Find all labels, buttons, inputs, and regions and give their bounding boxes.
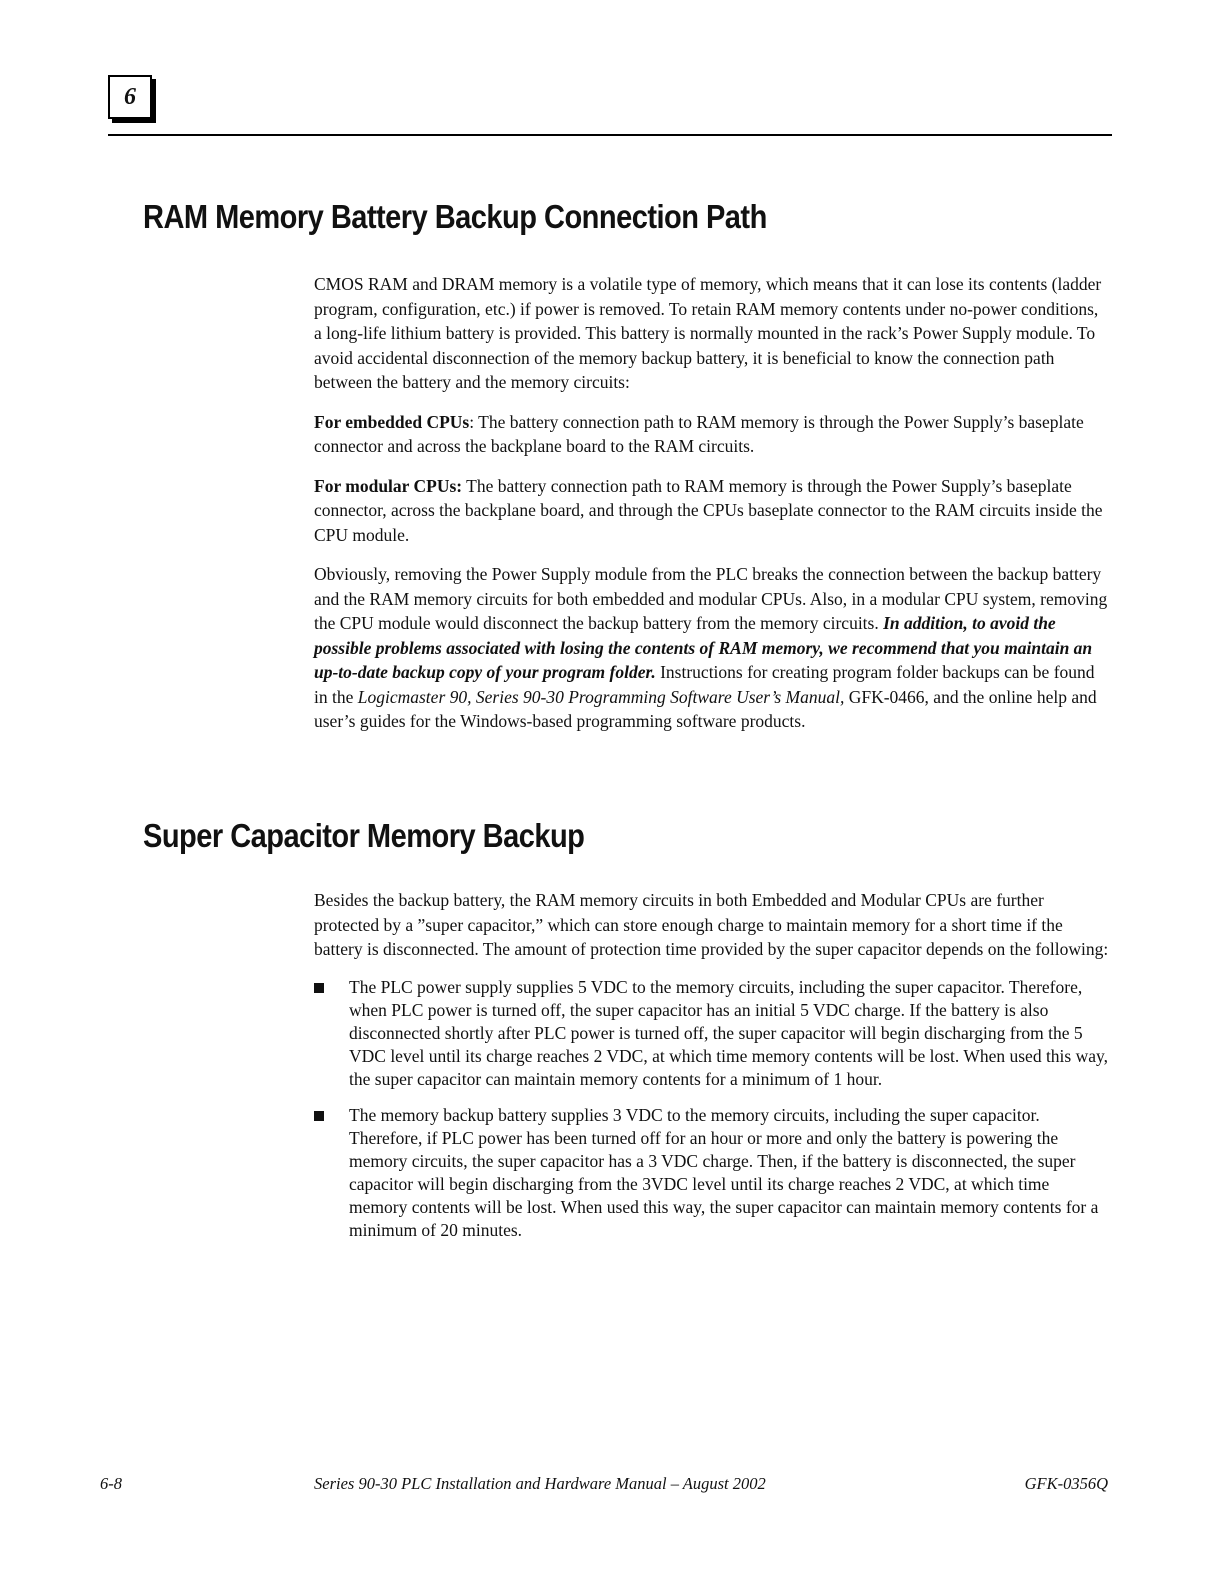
instructions-text: Instructions for creating program folder backups can be found in the (314, 662, 1095, 707)
chapter-number: 6 (124, 83, 136, 110)
section-ram-battery-body (314, 272, 1110, 749)
footer-doc-code: GFK-0356Q (1024, 1474, 1108, 1493)
list-item-text: The memory backup battery supplies 3 VDC to the memory circuits, including the super capacitor. Therefore, if PLC power has been turned off for an hour or more and only the battery is powering the memory circuits, the super capacitor has a 3 VDC charge. Then, if the battery is disconnected, the super capacitor will begin discharging from the 3VDC level until its charge reaches 2 VDC, at which time memory contents will be lost. When used this way, the super capacitor can maintain memory contents for a minimum of 20 minutes. (349, 1104, 1099, 1240)
list-item (314, 976, 1110, 1091)
section-title-super-capacitor: Super Capacitor Memory Backup (143, 817, 585, 854)
footer-manual-title: Series 90-30 PLC Installation and Hardware Manual – August 2002 (314, 1474, 766, 1493)
manual-reference: Logicmaster 90, Series 90-30 Programming Software User’s Manual, (357, 686, 845, 707)
recommendation-emphasis: In addition, to avoid the possible problems associated with losing the contents of RAM memory, we recommend that you maintain an up-to-date backup copy of your program folder. (314, 613, 1093, 682)
header-rule (108, 134, 1112, 136)
super-capacitor-bullet-list (314, 976, 1110, 1242)
modular-cpus-text: The battery connection path to RAM memory is through the Power Supply’s baseplate connector, across the backplane board, and through the CPUs baseplate connector to the RAM circuits inside the CPU module. (314, 475, 1103, 545)
modular-cpus-paragraph (314, 474, 1110, 548)
list-item-text: The PLC power supply supplies 5 VDC to the memory circuits, including the super capacitor. Therefore, when PLC power is turned off, the super capacitor has an initial 5 VDC charge. If the battery is also disconnected shortly after PLC power is turned off, the super capacitor will begin discharging from the 5 VDC level until its charge reaches 2 VDC, at which time memory contents will be lost. When used this way, the super capacitor can maintain memory contents for a minimum of 1 hour. (349, 976, 1108, 1089)
embedded-cpus-text: : The battery connection path to RAM memory is through the Power Supply’s baseplate connector and across the backplane board to the RAM circuits. (314, 411, 1084, 456)
footer-page-number: 6-8 (100, 1474, 122, 1493)
section-super-capacitor-body (314, 888, 1110, 1255)
obvious-text: Obviously, removing the Power Supply module from the PLC breaks the connection between the backup battery and the RAM memory circuits for both embedded and modular CPUs. Also, in a modular CPU system, removing the CPU module would disconnect the backup battery from the memory circuits. (314, 564, 1108, 633)
section-title-ram-battery: RAM Memory Battery Backup Connection Path (143, 198, 767, 235)
ram-intro-paragraph: CMOS RAM and DRAM memory is a volatile type of memory, which means that it can lose its contents (ladder program, configuration, etc.) if power is removed. To retain RAM memory contents under no-power conditions, a long-life lithium battery is provided. This battery is normally mounted in the rack’s Power Supply module. To avoid accidental disconnection of the memory backup battery, it is beneficial to know the connection path between the battery and the memory circuits: (314, 274, 1102, 392)
modular-cpus-label: For modular CPUs: (314, 475, 463, 496)
square-bullet-icon (314, 1111, 324, 1121)
backup-recommendation-paragraph (314, 562, 1110, 734)
chapter-number-box (108, 75, 152, 119)
list-item (314, 1104, 1110, 1242)
super-capacitor-intro: Besides the backup battery, the RAM memory circuits in both Embedded and Modular CPUs are further protected by a ”super capacitor,” which can store enough charge to maintain memory for a short time if the battery is disconnected. The amount of protection time provided by the super capacitor depends on the following: (314, 890, 1109, 959)
embedded-cpus-label: For embedded CPUs (314, 411, 470, 432)
embedded-cpus-paragraph (314, 410, 1110, 459)
closing-text: GFK-0466, and the online help and user’s guides for the Windows-based programming software products. (314, 686, 1097, 731)
square-bullet-icon (314, 983, 324, 993)
